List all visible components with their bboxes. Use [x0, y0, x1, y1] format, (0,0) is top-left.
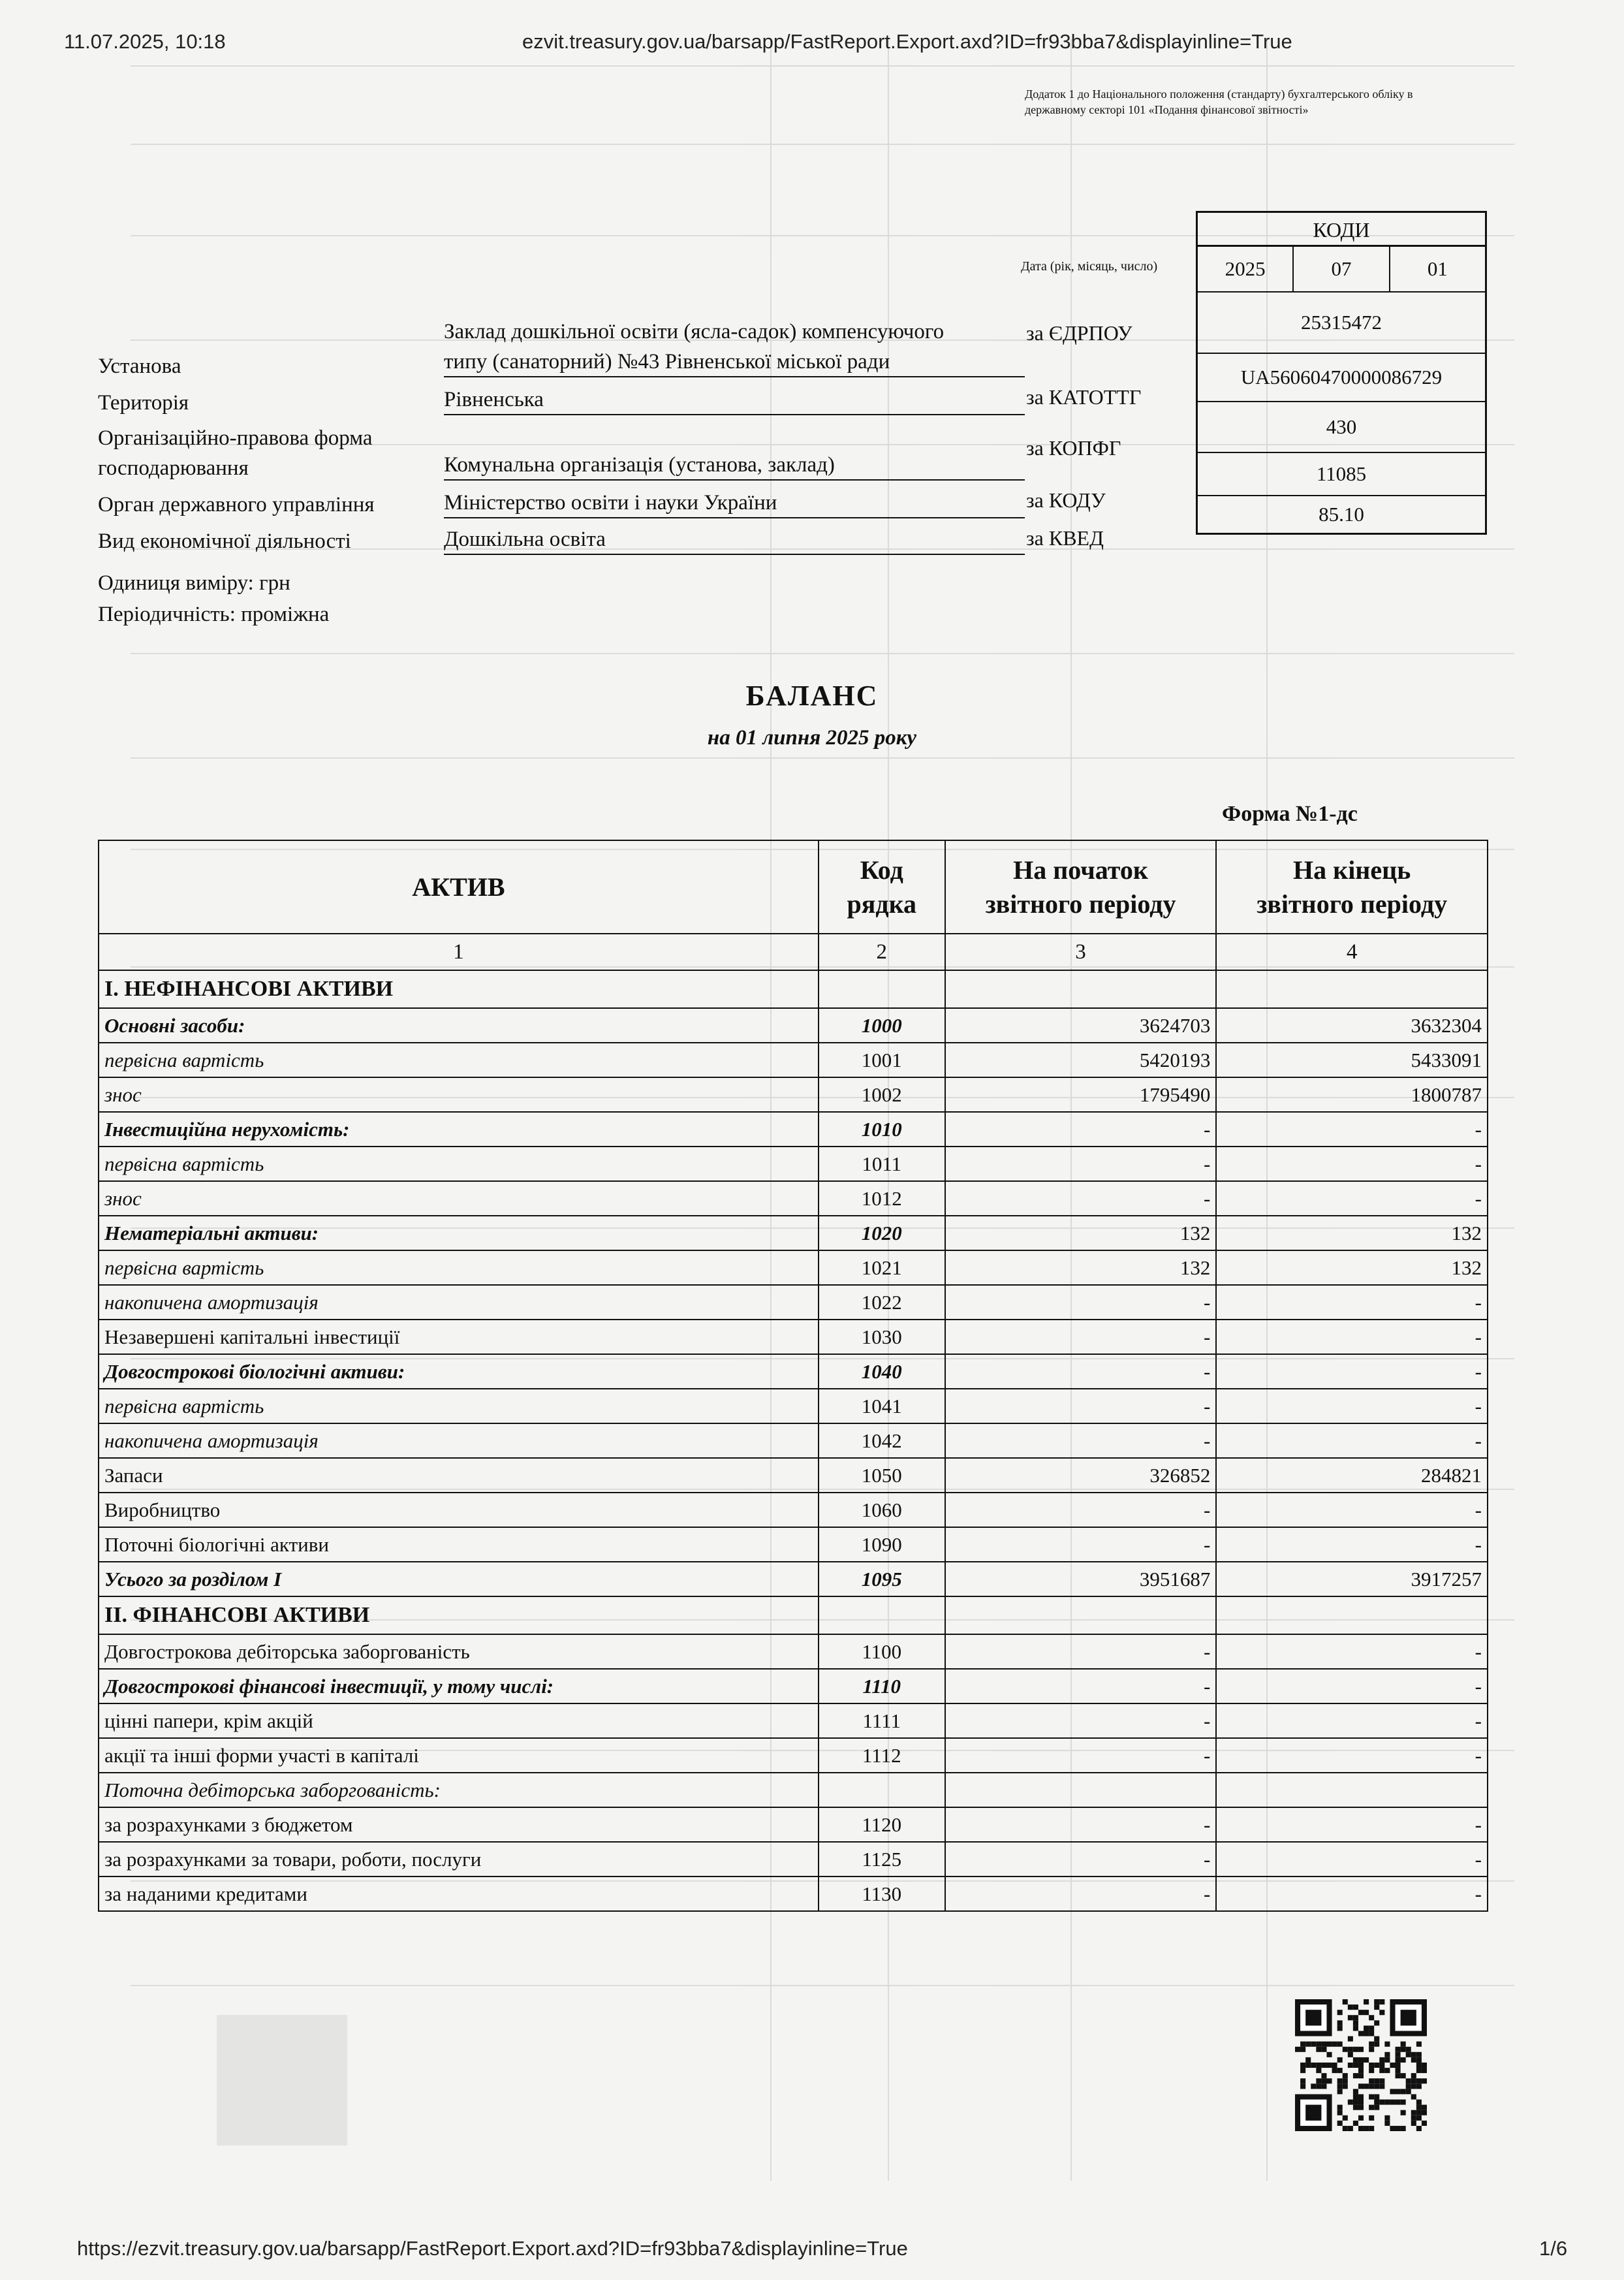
table-row	[99, 1527, 1488, 1562]
codes-title: КОДИ	[1196, 211, 1487, 247]
row-code: 1120	[819, 1807, 945, 1842]
row-end-value: -	[1216, 1112, 1488, 1147]
table-row	[99, 1389, 1488, 1423]
row-label: накопичена амортизація	[99, 1285, 819, 1320]
header-end-line1: На кінець	[1293, 855, 1411, 885]
code-label-edrpou: за ЄДРПОУ	[1026, 321, 1132, 345]
label-organ: Орган державного управління	[98, 493, 375, 516]
label-terytoriia: Територія	[98, 391, 189, 415]
row-label: первісна вартість	[99, 1389, 819, 1423]
table-row	[99, 1842, 1488, 1876]
label-orgform-2: господарювання	[98, 456, 249, 480]
table-row	[99, 1423, 1488, 1458]
row-label: цінні папери, крім акцій	[99, 1703, 819, 1738]
header-aktyv	[99, 840, 819, 934]
row-label: первісна вартість	[99, 1147, 819, 1181]
codes-date-row	[1198, 247, 1485, 293]
column-index: 1	[99, 934, 819, 970]
header-start	[945, 840, 1217, 934]
row-end-value: -	[1216, 1181, 1488, 1216]
row-start-value: -	[945, 1634, 1217, 1669]
row-code: 1111	[819, 1703, 945, 1738]
row-code	[819, 970, 945, 1008]
row-end-value: -	[1216, 1527, 1488, 1562]
row-end-value: 1800787	[1216, 1077, 1488, 1112]
row-start-value: -	[945, 1423, 1217, 1458]
header-start-line1: На початок	[1013, 855, 1148, 885]
label-ustanova: Установа	[98, 355, 181, 378]
row-start-value: 132	[945, 1216, 1217, 1250]
row-label: Запаси	[99, 1458, 819, 1493]
row-label: Основні засоби:	[99, 1008, 819, 1043]
codes-box	[1196, 245, 1487, 535]
value-terytoriia: Рівненська	[444, 385, 1025, 415]
asset-rows	[99, 970, 1488, 1911]
table-row	[99, 1250, 1488, 1285]
row-label: Поточні біологічні активи	[99, 1527, 819, 1562]
code-label-katottg: за КАТОТТГ	[1026, 385, 1142, 409]
row-start-value: -	[945, 1320, 1217, 1354]
table-row	[99, 1738, 1488, 1773]
row-label: первісна вартість	[99, 1250, 819, 1285]
table-row	[99, 1458, 1488, 1493]
row-start-value: -	[945, 1527, 1217, 1562]
row-start-value	[945, 1596, 1217, 1634]
row-end-value: 3632304	[1216, 1008, 1488, 1043]
row-code: 1010	[819, 1112, 945, 1147]
column-index: 3	[945, 934, 1217, 970]
row-end-value: -	[1216, 1285, 1488, 1320]
value-orgform: Комунальна організація (установа, заклад)	[444, 451, 1025, 481]
row-start-value: 132	[945, 1250, 1217, 1285]
row-label: Довгострокова дебіторська заборгованість	[99, 1634, 819, 1669]
row-code: 1125	[819, 1842, 945, 1876]
row-label: I. НЕФІНАНСОВІ АКТИВИ	[99, 970, 819, 1008]
row-code: 1090	[819, 1527, 945, 1562]
row-label: за наданими кредитами	[99, 1876, 819, 1911]
table-row	[99, 1669, 1488, 1703]
row-start-value: 326852	[945, 1458, 1217, 1493]
codes-year: 2025	[1198, 247, 1294, 291]
table-row	[99, 1008, 1488, 1043]
row-start-value: -	[945, 1181, 1217, 1216]
row-end-value: -	[1216, 1389, 1488, 1423]
row-code	[819, 1596, 945, 1634]
label-vyd: Вид економічної діяльності	[98, 530, 351, 553]
print-url: ezvit.treasury.gov.ua/barsapp/FastReport.Export.axd?ID=fr93bba7&displayinline=True	[522, 30, 1292, 53]
row-end-value: -	[1216, 1807, 1488, 1842]
value-ustanova-1: Заклад дошкільної освіти (ясла-садок) компенсуючого	[444, 320, 945, 343]
column-index: 4	[1216, 934, 1488, 970]
table-row	[99, 1773, 1488, 1807]
code-edrpou: 25315472	[1198, 293, 1485, 354]
row-code: 1040	[819, 1354, 945, 1389]
row-label: акції та інші форми участі в капіталі	[99, 1738, 819, 1773]
table-row	[99, 1807, 1488, 1842]
row-start-value: -	[945, 1669, 1217, 1703]
annex-note: Додаток 1 до Національного положення (стандарту) бухгалтерського обліку в державному секторі 101 «Подання фінансової звітності»	[1025, 87, 1413, 116]
table-header-row	[99, 840, 1488, 934]
header-end-line2: звітного періоду	[1257, 889, 1448, 919]
table-row	[99, 1077, 1488, 1112]
column-index: 2	[819, 934, 945, 970]
row-end-value: -	[1216, 1354, 1488, 1389]
row-end-value	[1216, 970, 1488, 1008]
row-code: 1042	[819, 1423, 945, 1458]
footer-url: https://ezvit.treasury.gov.ua/barsapp/FastReport.Export.axd?ID=fr93bba7&displayinline=True	[77, 2237, 908, 2260]
table-row	[99, 1876, 1488, 1911]
row-code: 1095	[819, 1562, 945, 1596]
row-start-value: 3951687	[945, 1562, 1217, 1596]
row-end-value: 132	[1216, 1216, 1488, 1250]
row-label: первісна вартість	[99, 1043, 819, 1077]
row-code: 1030	[819, 1320, 945, 1354]
code-label-kved: за КВЕД	[1026, 526, 1104, 550]
table-row	[99, 1354, 1488, 1389]
row-start-value: -	[945, 1389, 1217, 1423]
value-organ: Міністерство освіти і науки України	[444, 488, 1025, 518]
label-unit: Одиниця виміру: грн	[98, 571, 290, 595]
row-end-value: -	[1216, 1669, 1488, 1703]
row-start-value: -	[945, 1807, 1217, 1842]
table-row	[99, 1181, 1488, 1216]
row-label: Усього за розділом I	[99, 1562, 819, 1596]
table-row	[99, 1112, 1488, 1147]
row-code: 1022	[819, 1285, 945, 1320]
row-code: 1000	[819, 1008, 945, 1043]
code-kodu: 11085	[1198, 453, 1485, 496]
row-end-value	[1216, 1596, 1488, 1634]
header-end	[1216, 840, 1488, 934]
faint-qr-code-image	[217, 2015, 347, 2145]
label-period: Періодичність: проміжна	[98, 603, 330, 626]
row-end-value: 5433091	[1216, 1043, 1488, 1077]
row-end-value: -	[1216, 1738, 1488, 1773]
header-code	[819, 840, 945, 934]
column-index-row	[99, 934, 1488, 970]
row-code: 1011	[819, 1147, 945, 1181]
row-code	[819, 1773, 945, 1807]
row-end-value: 132	[1216, 1250, 1488, 1285]
code-label-kopfg: за КОПФГ	[1026, 436, 1121, 460]
row-code: 1002	[819, 1077, 945, 1112]
table-row	[99, 1285, 1488, 1320]
row-start-value: -	[945, 1493, 1217, 1527]
row-label: за розрахунками з бюджетом	[99, 1807, 819, 1842]
row-code: 1060	[819, 1493, 945, 1527]
header-start-line2: звітного періоду	[985, 889, 1176, 919]
row-code: 1130	[819, 1876, 945, 1911]
row-end-value: -	[1216, 1493, 1488, 1527]
row-label: II. ФІНАНСОВІ АКТИВИ	[99, 1596, 819, 1634]
code-label-kodu: за КОДУ	[1026, 488, 1106, 512]
row-end-value: -	[1216, 1423, 1488, 1458]
row-label: Нематеріальні активи:	[99, 1216, 819, 1250]
table-row	[99, 1216, 1488, 1250]
row-label: Інвестиційна нерухомість:	[99, 1112, 819, 1147]
value-ustanova-2: типу (санаторний) №43 Рівненської міської ради	[444, 347, 1025, 377]
row-start-value: 1795490	[945, 1077, 1217, 1112]
row-start-value: -	[945, 1842, 1217, 1876]
table-row	[99, 1320, 1488, 1354]
header-aktyv-text: АКТИВ	[412, 872, 505, 902]
table-row	[99, 1043, 1488, 1077]
row-code: 1041	[819, 1389, 945, 1423]
row-start-value: 5420193	[945, 1043, 1217, 1077]
row-end-value: -	[1216, 1320, 1488, 1354]
row-code: 1001	[819, 1043, 945, 1077]
table-row	[99, 1634, 1488, 1669]
row-label: Довгострокові біологічні активи:	[99, 1354, 819, 1389]
table-row	[99, 1147, 1488, 1181]
row-start-value: -	[945, 1738, 1217, 1773]
row-start-value: -	[945, 1703, 1217, 1738]
code-kved: 85.10	[1319, 503, 1364, 526]
print-timestamp: 11.07.2025, 10:18	[64, 30, 226, 53]
label-orgform-1: Організаційно-правова форма	[98, 426, 373, 450]
section-row	[99, 970, 1488, 1008]
row-end-value: -	[1216, 1703, 1488, 1738]
row-end-value: -	[1216, 1842, 1488, 1876]
row-end-value: 3917257	[1216, 1562, 1488, 1596]
table-row	[99, 1562, 1488, 1596]
header-code-line1: Код	[860, 855, 903, 885]
table-row	[99, 1493, 1488, 1527]
row-code: 1012	[819, 1181, 945, 1216]
row-end-value	[1216, 1773, 1488, 1807]
row-end-value: -	[1216, 1634, 1488, 1669]
codes-day: 01	[1427, 257, 1448, 280]
row-label: за розрахунками за товари, роботи, послуги	[99, 1842, 819, 1876]
row-end-value: -	[1216, 1147, 1488, 1181]
table-row	[99, 1703, 1488, 1738]
document-subtitle: на 01 липня 2025 року	[707, 726, 917, 750]
header-code-line2: рядка	[847, 889, 917, 919]
balance-assets-table	[98, 840, 1488, 1912]
row-start-value: -	[945, 1147, 1217, 1181]
row-end-value: 284821	[1216, 1458, 1488, 1493]
qr-code-image	[1295, 1999, 1427, 2131]
row-label: Довгострокові фінансові інвестиції, у тому числі:	[99, 1669, 819, 1703]
row-code: 1050	[819, 1458, 945, 1493]
page-number: 1/6	[1539, 2237, 1568, 2260]
document-title: БАЛАНС	[745, 680, 879, 712]
row-start-value: -	[945, 1876, 1217, 1911]
row-start-value: -	[945, 1112, 1217, 1147]
form-number: Форма №1-дс	[1222, 802, 1358, 826]
date-label: Дата (рік, місяць, число)	[1021, 259, 1158, 274]
row-start-value	[945, 970, 1217, 1008]
row-code: 1100	[819, 1634, 945, 1669]
row-label: знос	[99, 1181, 819, 1216]
row-label: Виробництво	[99, 1493, 819, 1527]
row-code: 1020	[819, 1216, 945, 1250]
code-kopfg: 430	[1198, 402, 1485, 453]
row-label: Незавершені капітальні інвестиції	[99, 1320, 819, 1354]
codes-month: 07	[1294, 247, 1390, 291]
code-katottg: UA56060470000086729	[1198, 354, 1485, 402]
row-start-value	[945, 1773, 1217, 1807]
row-start-value: 3624703	[945, 1008, 1217, 1043]
row-code: 1110	[819, 1669, 945, 1703]
row-start-value: -	[945, 1285, 1217, 1320]
row-label: знос	[99, 1077, 819, 1112]
row-code: 1112	[819, 1738, 945, 1773]
row-start-value: -	[945, 1354, 1217, 1389]
value-vyd: Дошкільна освіта	[444, 525, 1025, 555]
row-code: 1021	[819, 1250, 945, 1285]
row-end-value: -	[1216, 1876, 1488, 1911]
section-row	[99, 1596, 1488, 1634]
row-label: накопичена амортизація	[99, 1423, 819, 1458]
row-label: Поточна дебіторська заборгованість:	[99, 1773, 819, 1807]
